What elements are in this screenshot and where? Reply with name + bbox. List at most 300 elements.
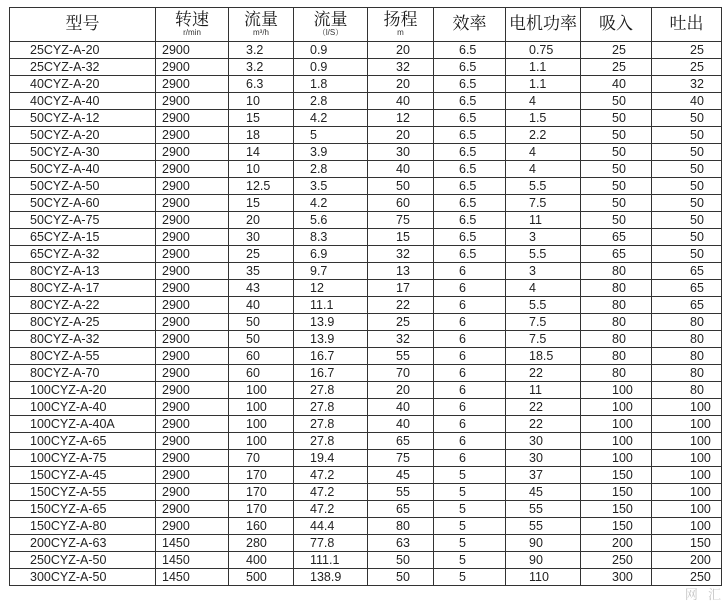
cell-flowl: 5 <box>294 127 368 144</box>
cell-discharge: 25 <box>652 59 722 76</box>
cell-power: 7.5 <box>506 331 581 348</box>
cell-suction: 50 <box>581 161 652 178</box>
cell-speed: 1450 <box>156 552 229 569</box>
cell-eff: 6.5 <box>434 76 506 93</box>
cell-head: 45 <box>368 467 434 484</box>
cell-eff: 6 <box>434 433 506 450</box>
cell-discharge: 50 <box>652 178 722 195</box>
cell-model: 40CYZ-A-20 <box>10 76 156 93</box>
cell-discharge: 80 <box>652 365 722 382</box>
cell-head: 20 <box>368 382 434 399</box>
table-row <box>10 348 722 365</box>
table-row <box>10 127 722 144</box>
cell-suction: 200 <box>581 535 652 552</box>
cell-speed: 2900 <box>156 212 229 229</box>
header-flow-m3h-label: 流量 <box>244 9 278 30</box>
cell-speed: 2900 <box>156 195 229 212</box>
cell-flowm: 60 <box>229 365 294 382</box>
cell-eff: 6 <box>434 280 506 297</box>
cell-model: 40CYZ-A-40 <box>10 93 156 110</box>
table-row <box>10 450 722 467</box>
cell-head: 15 <box>368 229 434 246</box>
cell-eff: 6 <box>434 365 506 382</box>
cell-power: 55 <box>506 518 581 535</box>
table-row <box>10 484 722 501</box>
cell-model: 150CYZ-A-55 <box>10 484 156 501</box>
table-row <box>10 42 722 59</box>
cell-discharge: 200 <box>652 552 722 569</box>
cell-flowl: 77.8 <box>294 535 368 552</box>
cell-flowm: 50 <box>229 331 294 348</box>
cell-flowm: 3.2 <box>229 42 294 59</box>
table-row <box>10 280 722 297</box>
cell-eff: 6.5 <box>434 195 506 212</box>
cell-flowm: 160 <box>229 518 294 535</box>
cell-eff: 5 <box>434 467 506 484</box>
table-row <box>10 501 722 518</box>
cell-head: 40 <box>368 416 434 433</box>
cell-discharge: 80 <box>652 348 722 365</box>
cell-head: 70 <box>368 365 434 382</box>
cell-suction: 50 <box>581 93 652 110</box>
table-row <box>10 552 722 569</box>
cell-suction: 100 <box>581 416 652 433</box>
cell-eff: 5 <box>434 484 506 501</box>
table-row <box>10 365 722 382</box>
cell-discharge: 50 <box>652 212 722 229</box>
header-head-label: 扬程 <box>383 9 418 30</box>
cell-speed: 2900 <box>156 297 229 314</box>
cell-discharge: 100 <box>652 450 722 467</box>
cell-flowm: 100 <box>229 433 294 450</box>
cell-eff: 6 <box>434 416 506 433</box>
cell-discharge: 50 <box>652 161 722 178</box>
table-row <box>10 467 722 484</box>
cell-model: 80CYZ-A-55 <box>10 348 156 365</box>
table-row <box>10 195 722 212</box>
cell-head: 20 <box>368 42 434 59</box>
cell-suction: 50 <box>581 212 652 229</box>
cell-power: 18.5 <box>506 348 581 365</box>
cell-suction: 100 <box>581 450 652 467</box>
cell-discharge: 100 <box>652 467 722 484</box>
cell-power: 11 <box>506 382 581 399</box>
cell-speed: 2900 <box>156 161 229 178</box>
cell-flowl: 3.5 <box>294 178 368 195</box>
cell-flowm: 50 <box>229 314 294 331</box>
cell-suction: 25 <box>581 42 652 59</box>
cell-power: 2.2 <box>506 127 581 144</box>
cell-flowl: 19.4 <box>294 450 368 467</box>
cell-flowl: 4.2 <box>294 110 368 127</box>
cell-head: 80 <box>368 518 434 535</box>
cell-model: 65CYZ-A-32 <box>10 246 156 263</box>
cell-flowl: 11.1 <box>294 297 368 314</box>
cell-eff: 6.5 <box>434 246 506 263</box>
header-flow-m3h-unit: m³/h <box>253 27 269 37</box>
cell-suction: 100 <box>581 382 652 399</box>
cell-model: 50CYZ-A-30 <box>10 144 156 161</box>
header-speed-label: 转速 <box>175 9 209 30</box>
table-row <box>10 59 722 76</box>
cell-flowl: 13.9 <box>294 331 368 348</box>
cell-eff: 6 <box>434 382 506 399</box>
cell-head: 60 <box>368 195 434 212</box>
table-row <box>10 399 722 416</box>
cell-discharge: 80 <box>652 331 722 348</box>
cell-power: 1.1 <box>506 59 581 76</box>
cell-flowl: 47.2 <box>294 501 368 518</box>
header-row <box>10 8 722 42</box>
cell-power: 3 <box>506 263 581 280</box>
cell-model: 50CYZ-A-12 <box>10 110 156 127</box>
cell-flowl: 16.7 <box>294 365 368 382</box>
cell-suction: 50 <box>581 127 652 144</box>
table-row <box>10 212 722 229</box>
cell-power: 90 <box>506 535 581 552</box>
cell-suction: 50 <box>581 178 652 195</box>
cell-power: 11 <box>506 212 581 229</box>
cell-power: 45 <box>506 484 581 501</box>
cell-model: 150CYZ-A-80 <box>10 518 156 535</box>
cell-flowl: 1.8 <box>294 76 368 93</box>
cell-model: 50CYZ-A-20 <box>10 127 156 144</box>
cell-suction: 40 <box>581 76 652 93</box>
cell-head: 32 <box>368 246 434 263</box>
cell-power: 30 <box>506 433 581 450</box>
cell-power: 5.5 <box>506 246 581 263</box>
cell-model: 25CYZ-A-32 <box>10 59 156 76</box>
cell-power: 22 <box>506 365 581 382</box>
cell-power: 1.5 <box>506 110 581 127</box>
cell-flowm: 15 <box>229 195 294 212</box>
table-row <box>10 518 722 535</box>
cell-speed: 2900 <box>156 348 229 365</box>
cell-model: 50CYZ-A-40 <box>10 161 156 178</box>
cell-flowl: 6.9 <box>294 246 368 263</box>
cell-eff: 6 <box>434 331 506 348</box>
cell-flowm: 6.3 <box>229 76 294 93</box>
cell-flowm: 18 <box>229 127 294 144</box>
table-row <box>10 161 722 178</box>
cell-speed: 2900 <box>156 501 229 518</box>
cell-eff: 6.5 <box>434 42 506 59</box>
cell-speed: 2900 <box>156 331 229 348</box>
header-head-unit: m <box>397 27 404 37</box>
cell-flowm: 43 <box>229 280 294 297</box>
cell-model: 150CYZ-A-45 <box>10 467 156 484</box>
cell-suction: 50 <box>581 144 652 161</box>
cell-discharge: 65 <box>652 297 722 314</box>
cell-power: 4 <box>506 280 581 297</box>
cell-flowm: 35 <box>229 263 294 280</box>
cell-model: 80CYZ-A-25 <box>10 314 156 331</box>
cell-discharge: 100 <box>652 416 722 433</box>
cell-speed: 2900 <box>156 110 229 127</box>
cell-eff: 6 <box>434 263 506 280</box>
table-row <box>10 76 722 93</box>
cell-discharge: 100 <box>652 433 722 450</box>
cell-flowl: 2.8 <box>294 93 368 110</box>
cell-speed: 2900 <box>156 314 229 331</box>
cell-speed: 2900 <box>156 433 229 450</box>
cell-head: 75 <box>368 450 434 467</box>
cell-speed: 2900 <box>156 144 229 161</box>
table-row <box>10 178 722 195</box>
cell-speed: 2900 <box>156 178 229 195</box>
cell-suction: 80 <box>581 297 652 314</box>
cell-flowm: 12.5 <box>229 178 294 195</box>
cell-eff: 6.5 <box>434 93 506 110</box>
cell-flowl: 4.2 <box>294 195 368 212</box>
cell-flowl: 5.6 <box>294 212 368 229</box>
cell-model: 100CYZ-A-75 <box>10 450 156 467</box>
table-row <box>10 246 722 263</box>
cell-power: 4 <box>506 93 581 110</box>
cell-flowm: 170 <box>229 467 294 484</box>
cell-flowm: 10 <box>229 93 294 110</box>
cell-discharge: 50 <box>652 195 722 212</box>
cell-flowm: 14 <box>229 144 294 161</box>
table-row <box>10 297 722 314</box>
cell-suction: 50 <box>581 110 652 127</box>
cell-eff: 6 <box>434 399 506 416</box>
cell-power: 1.1 <box>506 76 581 93</box>
cell-model: 100CYZ-A-40A <box>10 416 156 433</box>
cell-flowm: 500 <box>229 569 294 586</box>
cell-suction: 80 <box>581 348 652 365</box>
cell-power: 55 <box>506 501 581 518</box>
header-flow-ls <box>294 8 368 42</box>
cell-flowl: 27.8 <box>294 416 368 433</box>
cell-model: 300CYZ-A-50 <box>10 569 156 586</box>
header-flow-m3h <box>229 8 294 42</box>
cell-head: 50 <box>368 178 434 195</box>
table-row <box>10 110 722 127</box>
cell-speed: 2900 <box>156 467 229 484</box>
cell-head: 40 <box>368 161 434 178</box>
cell-eff: 6.5 <box>434 229 506 246</box>
header-speed <box>156 8 229 42</box>
cell-suction: 300 <box>581 569 652 586</box>
watermark: 网 汇 <box>684 588 724 603</box>
cell-head: 22 <box>368 297 434 314</box>
cell-discharge: 100 <box>652 399 722 416</box>
cell-discharge: 100 <box>652 501 722 518</box>
cell-power: 5.5 <box>506 178 581 195</box>
cell-eff: 6.5 <box>434 110 506 127</box>
cell-speed: 2900 <box>156 76 229 93</box>
cell-model: 80CYZ-A-22 <box>10 297 156 314</box>
cell-suction: 25 <box>581 59 652 76</box>
cell-speed: 2900 <box>156 42 229 59</box>
cell-speed: 2900 <box>156 484 229 501</box>
cell-eff: 6.5 <box>434 144 506 161</box>
cell-flowl: 2.8 <box>294 161 368 178</box>
cell-discharge: 50 <box>652 110 722 127</box>
cell-flowl: 27.8 <box>294 382 368 399</box>
header-motor-power: 电机功率 <box>506 8 581 42</box>
cell-model: 80CYZ-A-13 <box>10 263 156 280</box>
cell-speed: 2900 <box>156 263 229 280</box>
cell-discharge: 65 <box>652 280 722 297</box>
header-suction: 吸入 <box>581 8 652 42</box>
cell-flowm: 170 <box>229 501 294 518</box>
cell-power: 7.5 <box>506 195 581 212</box>
cell-head: 40 <box>368 93 434 110</box>
cell-head: 25 <box>368 314 434 331</box>
header-discharge: 吐出 <box>652 8 722 42</box>
cell-power: 0.75 <box>506 42 581 59</box>
cell-eff: 6.5 <box>434 127 506 144</box>
cell-head: 13 <box>368 263 434 280</box>
cell-speed: 1450 <box>156 569 229 586</box>
cell-flowl: 16.7 <box>294 348 368 365</box>
cell-discharge: 65 <box>652 263 722 280</box>
cell-power: 110 <box>506 569 581 586</box>
cell-suction: 250 <box>581 552 652 569</box>
cell-discharge: 50 <box>652 229 722 246</box>
cell-head: 30 <box>368 144 434 161</box>
header-model: 型号 <box>10 8 156 42</box>
cell-head: 63 <box>368 535 434 552</box>
cell-eff: 6 <box>434 348 506 365</box>
cell-head: 50 <box>368 569 434 586</box>
cell-power: 37 <box>506 467 581 484</box>
cell-discharge: 25 <box>652 42 722 59</box>
cell-power: 7.5 <box>506 314 581 331</box>
cell-power: 5.5 <box>506 297 581 314</box>
cell-flowm: 3.2 <box>229 59 294 76</box>
header-head <box>368 8 434 42</box>
header-flow-ls-label: 流量 <box>313 9 348 30</box>
cell-suction: 150 <box>581 501 652 518</box>
cell-flowl: 3.9 <box>294 144 368 161</box>
cell-flowl: 47.2 <box>294 484 368 501</box>
table-row <box>10 569 722 586</box>
cell-flowm: 20 <box>229 212 294 229</box>
cell-head: 20 <box>368 76 434 93</box>
table-row <box>10 382 722 399</box>
cell-head: 12 <box>368 110 434 127</box>
cell-discharge: 100 <box>652 484 722 501</box>
cell-discharge: 50 <box>652 246 722 263</box>
cell-discharge: 32 <box>652 76 722 93</box>
cell-discharge: 50 <box>652 144 722 161</box>
cell-speed: 2900 <box>156 93 229 110</box>
cell-speed: 2900 <box>156 246 229 263</box>
cell-power: 90 <box>506 552 581 569</box>
cell-discharge: 80 <box>652 382 722 399</box>
cell-power: 22 <box>506 399 581 416</box>
cell-flowm: 170 <box>229 484 294 501</box>
cell-head: 65 <box>368 501 434 518</box>
cell-model: 80CYZ-A-17 <box>10 280 156 297</box>
table-body <box>10 42 722 586</box>
cell-flowl: 138.9 <box>294 569 368 586</box>
table-row <box>10 535 722 552</box>
cell-eff: 6 <box>434 297 506 314</box>
cell-flowm: 30 <box>229 229 294 246</box>
cell-suction: 50 <box>581 195 652 212</box>
table-row <box>10 93 722 110</box>
cell-flowl: 44.4 <box>294 518 368 535</box>
cell-flowm: 280 <box>229 535 294 552</box>
cell-flowm: 15 <box>229 110 294 127</box>
table-row <box>10 433 722 450</box>
cell-flowl: 12 <box>294 280 368 297</box>
cell-eff: 6.5 <box>434 161 506 178</box>
cell-discharge: 250 <box>652 569 722 586</box>
cell-suction: 150 <box>581 518 652 535</box>
cell-model: 200CYZ-A-63 <box>10 535 156 552</box>
cell-flowm: 40 <box>229 297 294 314</box>
cell-eff: 5 <box>434 501 506 518</box>
cell-suction: 65 <box>581 246 652 263</box>
table-row <box>10 229 722 246</box>
cell-suction: 80 <box>581 365 652 382</box>
cell-head: 40 <box>368 399 434 416</box>
cell-flowl: 0.9 <box>294 59 368 76</box>
cell-head: 50 <box>368 552 434 569</box>
cell-flowl: 27.8 <box>294 433 368 450</box>
table-row <box>10 416 722 433</box>
cell-speed: 2900 <box>156 382 229 399</box>
cell-suction: 80 <box>581 331 652 348</box>
cell-power: 30 <box>506 450 581 467</box>
cell-suction: 150 <box>581 467 652 484</box>
cell-flowl: 0.9 <box>294 42 368 59</box>
cell-suction: 65 <box>581 229 652 246</box>
cell-flowm: 100 <box>229 399 294 416</box>
cell-head: 55 <box>368 484 434 501</box>
header-flow-ls-unit: （l/S） <box>317 27 344 37</box>
cell-speed: 2900 <box>156 127 229 144</box>
cell-flowm: 10 <box>229 161 294 178</box>
cell-eff: 5 <box>434 569 506 586</box>
cell-model: 50CYZ-A-50 <box>10 178 156 195</box>
cell-speed: 2900 <box>156 280 229 297</box>
cell-speed: 2900 <box>156 365 229 382</box>
cell-model: 100CYZ-A-40 <box>10 399 156 416</box>
cell-model: 80CYZ-A-32 <box>10 331 156 348</box>
cell-flowl: 13.9 <box>294 314 368 331</box>
cell-head: 65 <box>368 433 434 450</box>
cell-eff: 6.5 <box>434 178 506 195</box>
cell-speed: 1450 <box>156 535 229 552</box>
cell-flowm: 25 <box>229 246 294 263</box>
cell-suction: 80 <box>581 263 652 280</box>
cell-head: 75 <box>368 212 434 229</box>
cell-flowl: 111.1 <box>294 552 368 569</box>
cell-speed: 2900 <box>156 416 229 433</box>
cell-discharge: 150 <box>652 535 722 552</box>
cell-discharge: 100 <box>652 518 722 535</box>
cell-eff: 6 <box>434 314 506 331</box>
header-speed-unit: r/min <box>183 27 201 37</box>
table-row <box>10 263 722 280</box>
cell-speed: 2900 <box>156 59 229 76</box>
cell-head: 55 <box>368 348 434 365</box>
table-row <box>10 144 722 161</box>
cell-eff: 5 <box>434 535 506 552</box>
cell-flowm: 100 <box>229 382 294 399</box>
table-row <box>10 331 722 348</box>
cell-flowm: 60 <box>229 348 294 365</box>
cell-suction: 80 <box>581 314 652 331</box>
cell-suction: 100 <box>581 399 652 416</box>
cell-flowl: 47.2 <box>294 467 368 484</box>
